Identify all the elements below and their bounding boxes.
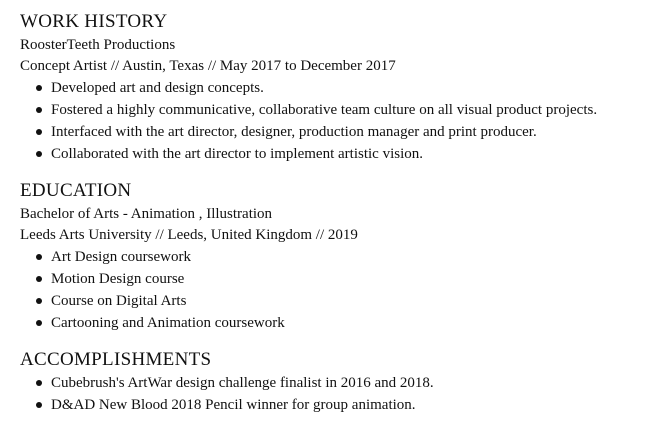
bullet-icon: [36, 276, 42, 282]
bullet-icon: [36, 85, 42, 91]
employer-name: RoosterTeeth Productions: [20, 37, 176, 53]
list-item-text: Course on Digital Arts: [51, 293, 187, 309]
list-item-text: Fostered a highly communicative, collaborative team culture on all visual product projects.: [51, 102, 598, 118]
bullet-icon: [36, 107, 42, 113]
bullet-icon: [36, 402, 42, 408]
bullet-icon: [36, 151, 42, 157]
list-item: [20, 312, 648, 334]
bullet-icon: [36, 320, 42, 326]
work-history-heading: WORK HISTORY: [20, 11, 168, 32]
list-item: [20, 121, 648, 143]
list-item-text: Cartooning and Animation coursework: [51, 315, 285, 331]
list-item: [20, 268, 648, 290]
list-item-text: Cubebrush's ArtWar design challenge finalist in 2016 and 2018.: [51, 375, 434, 391]
bullet-icon: [36, 254, 42, 260]
list-item-text: Motion Design course: [51, 271, 185, 287]
education-heading: EDUCATION: [20, 180, 132, 201]
bullet-icon: [36, 129, 42, 135]
list-item: [20, 143, 648, 165]
list-item-text: Developed art and design concepts.: [51, 80, 264, 96]
list-item-text: Collaborated with the art director to implement artistic vision.: [51, 146, 423, 162]
education-bullet-list: [20, 246, 648, 334]
school-line: Leeds Arts University // Leeds, United Kingdom // 2019: [20, 227, 358, 243]
education-section: [20, 180, 648, 334]
list-item-text: Art Design coursework: [51, 249, 191, 265]
work-history-section: [20, 11, 648, 165]
bullet-icon: [36, 298, 42, 304]
resume-document: [20, 11, 648, 416]
list-item: [20, 372, 648, 394]
list-item: [20, 99, 648, 121]
list-item: [20, 290, 648, 312]
list-item: [20, 246, 648, 268]
job-role-line: Concept Artist // Austin, Texas // May 2017 to December 2017: [20, 58, 396, 74]
accomplishments-bullet-list: [20, 372, 648, 416]
accomplishments-heading: ACCOMPLISHMENTS: [20, 349, 212, 370]
list-item: [20, 77, 648, 99]
list-item: [20, 394, 648, 416]
degree-name: Bachelor of Arts - Animation , Illustration: [20, 206, 273, 222]
list-item-text: D&AD New Blood 2018 Pencil winner for group animation.: [51, 397, 416, 413]
list-item-text: Interfaced with the art director, designer, production manager and print producer.: [51, 124, 537, 140]
work-history-bullet-list: [20, 77, 648, 165]
bullet-icon: [36, 380, 42, 386]
accomplishments-section: [20, 349, 648, 416]
